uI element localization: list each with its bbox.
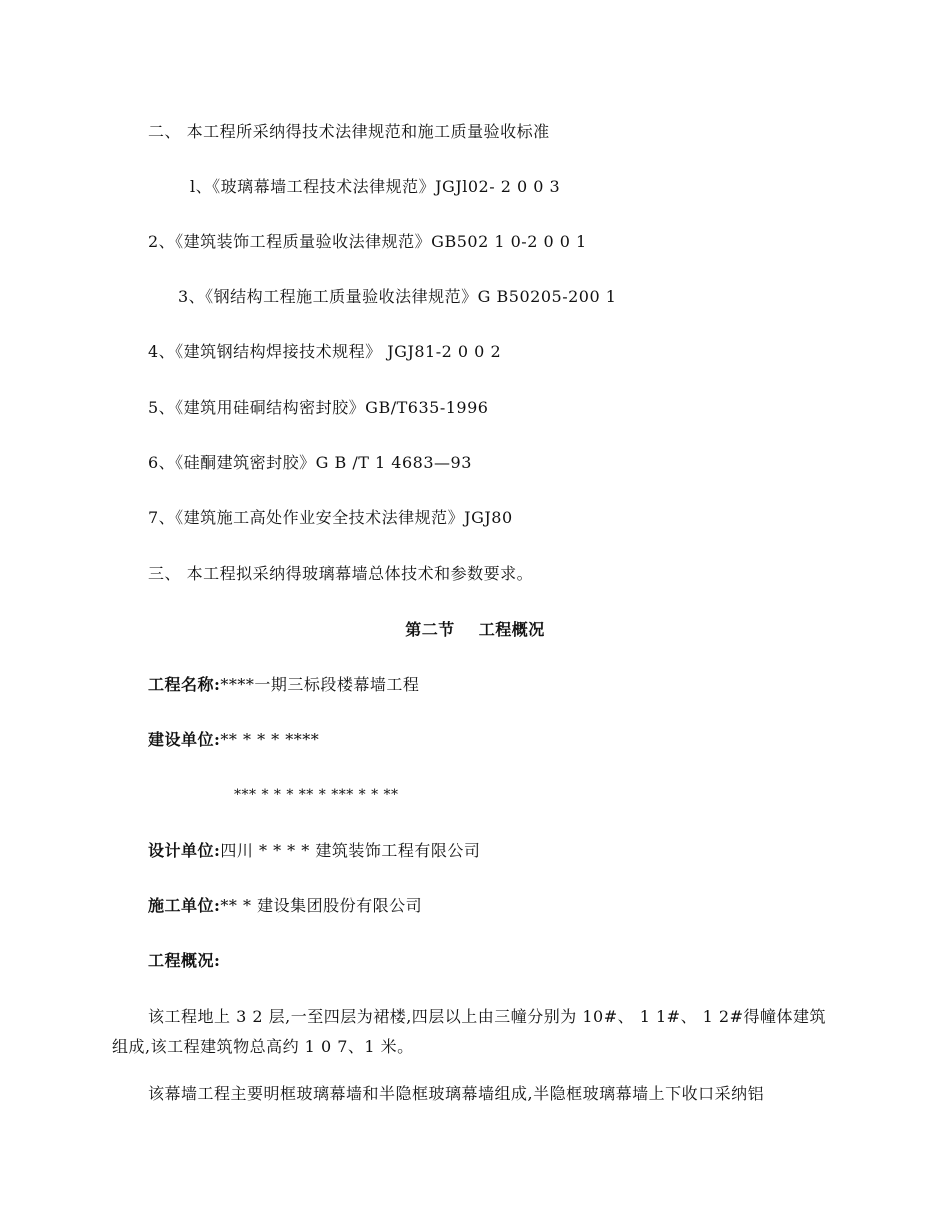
designer-label: 设计单位: bbox=[148, 841, 221, 860]
standard-item-4: 4、《建筑钢结构焊接技术规程》 JGJ81-2 0 0 2 bbox=[148, 342, 502, 361]
contractor-row bbox=[148, 896, 422, 916]
contractor-value: ** * 建设集团股份有限公司 bbox=[220, 896, 423, 915]
owner-value: ** * * * **** bbox=[220, 730, 320, 749]
project-name-value: ****一期三标段楼幕墙工程 bbox=[220, 675, 420, 694]
section-number: 第二节 bbox=[405, 620, 455, 639]
designer-row bbox=[148, 841, 480, 861]
standard-item-6: 6、《硅酮建筑密封胶》G B /T 1 4683—93 bbox=[148, 453, 472, 472]
standard-item-5: 5、《建筑用硅硐结构密封胶》GB/T635-1996 bbox=[148, 398, 489, 417]
section-heading-standards: 二、 本工程所采纳得技术法律规范和施工质量验收标准 bbox=[148, 122, 550, 141]
overview-paragraph-1 bbox=[112, 1002, 842, 1062]
contractor-label: 施工单位: bbox=[148, 896, 221, 915]
section-heading-requirements: 三、 本工程拟采纳得玻璃幕墙总体技术和参数要求。 bbox=[148, 564, 534, 583]
owner-value-line2: *** * * * ** * *** * * ** bbox=[234, 787, 399, 803]
overview-paragraph-1-text: 该工程地上 3 2 层,一至四层为裙楼,四层以上由三幢分别为 10#、 1 1#、 1 2#得幢体建筑组成,该工程建筑物总高约 1 0 7、1 米。 bbox=[112, 1007, 827, 1056]
standard-item-7: 7、《建筑施工高处作业安全技术法律规范》JGJ80 bbox=[148, 508, 513, 527]
overview-paragraph-2: 该幕墙工程主要明框玻璃幕墙和半隐框玻璃幕墙组成,半隐框玻璃幕墙上下收口采纳铝 bbox=[148, 1084, 765, 1103]
owner-label: 建设单位: bbox=[148, 730, 221, 749]
section-title bbox=[0, 620, 950, 640]
project-name-row bbox=[148, 675, 419, 695]
standard-item-3: 3、《钢结构工程施工质量验收法律规范》G B50205-200 1 bbox=[178, 287, 617, 306]
owner-row bbox=[148, 730, 319, 750]
standard-item-1: l、《玻璃幕墙工程技术法律规范》JGJl02- 2 0 0 3 bbox=[190, 177, 561, 196]
project-name-label: 工程名称: bbox=[148, 675, 221, 694]
section-name: 工程概况 bbox=[478, 620, 545, 639]
summary-label: 工程概况: bbox=[148, 951, 221, 970]
standard-item-2: 2、《建筑装饰工程质量验收法律规范》GB502 1 0-2 0 0 1 bbox=[148, 232, 587, 251]
designer-value: 四川 * * * * 建筑装饰工程有限公司 bbox=[220, 841, 481, 860]
